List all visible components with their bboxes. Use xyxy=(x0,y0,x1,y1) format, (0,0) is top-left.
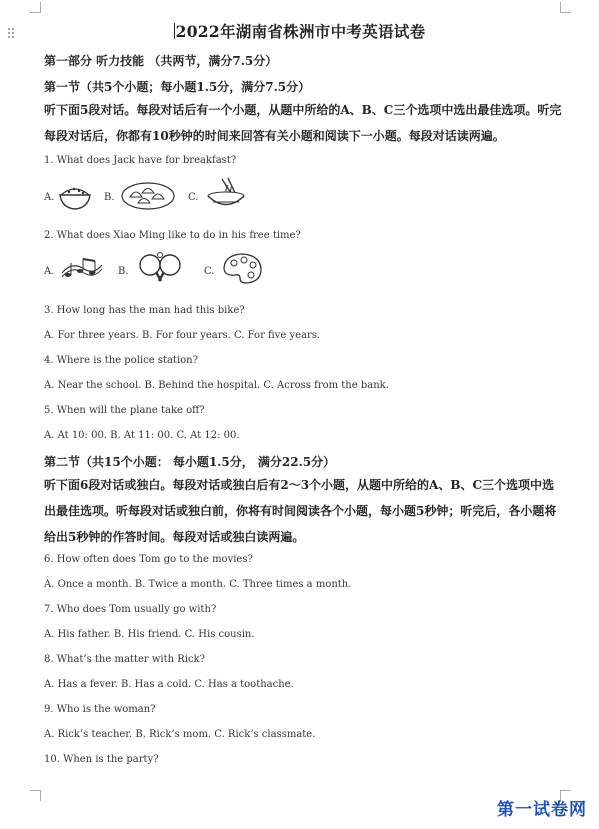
page-title-text: 2022年湖南省株洲市中考英语试卷 xyxy=(175,22,426,41)
text-cursor xyxy=(174,23,175,39)
question-9: 9. Who is the woman? xyxy=(44,704,156,715)
section-one-heading: 第一节（共5个小题；每小题1.5分，满分7.5分） xyxy=(44,80,311,94)
option-c-label: C. xyxy=(204,266,215,277)
question-8: 8. What’s the matter with Rick? xyxy=(44,654,205,665)
question-3-answers: A. For three years. B. For four years. C. For five years. xyxy=(44,330,321,341)
question-5-answers: A. At 10: 00. B. At 11: 00. C. At 12: 00. xyxy=(44,430,240,441)
question-6: 6. How often does Tom go to the movies? xyxy=(44,554,253,565)
question-9-answers: A. Rick’s teacher. B. Rick’s mom. C. Rick’s classmate. xyxy=(44,729,316,740)
noodles-icon xyxy=(204,177,250,213)
question-7-answers: A. His father. B. His friend. C. His cousin. xyxy=(44,629,255,640)
question-4-answers: A. Near the school. B. Behind the hospital. C. Across from the bank. xyxy=(44,380,389,391)
ping-pong-icon xyxy=(136,251,184,287)
dumplings-icon xyxy=(120,181,176,211)
part-one-heading: 第一部分 听力技能 （共两节，满分7.5分） xyxy=(44,54,278,68)
watermark-logo: 第一试卷网 xyxy=(497,800,587,820)
option-b-label: B. xyxy=(104,192,115,203)
option-c-label: C. xyxy=(188,192,199,203)
section-two-heading: 第二节（共15个小题： 每小题1.5分， 满分22.5分） xyxy=(44,455,336,469)
crop-mark-top-right xyxy=(560,2,571,13)
music-notes-icon xyxy=(58,253,106,285)
question-3: 3. How long has the man had this bike? xyxy=(44,305,245,316)
question-8-answers: A. Has a fever. B. Has a cold. C. Has a toothache. xyxy=(44,679,294,690)
question-2-options xyxy=(44,255,344,289)
question-1-options xyxy=(44,181,344,215)
option-a-label: A. xyxy=(44,192,55,203)
question-6-answers: A. Once a month. B. Twice a month. C. Three times a month. xyxy=(44,579,352,590)
crop-mark-bottom-left xyxy=(30,790,41,801)
question-2: 2. What does Xiao Ming like to do in his free time? xyxy=(44,230,301,241)
paint-palette-icon xyxy=(220,251,264,287)
option-b-label: B. xyxy=(118,266,129,277)
question-5: 5. When will the plane take off? xyxy=(44,405,205,416)
page-title xyxy=(0,20,599,42)
crop-mark-top-left xyxy=(30,2,41,13)
section-one-instructions: 听下面5段对话。每段对话后有一个小题，从题中所给的A、B、C三个选项中选出最佳选项。听完每段对话后，你都有10秒钟的时间来回答有关小题和阅读下一小题。每段对话读两遍。 xyxy=(44,103,562,143)
question-4: 4. Where is the police station? xyxy=(44,355,198,366)
question-10: 10. When is the party? xyxy=(44,754,159,765)
rice-bowl-icon xyxy=(58,181,92,211)
section-two-instructions: 听下面6段对话或独白。每段对话或独白后有2～3个小题，从题中所给的A、B、C三个选项中选出最佳选项。听每段对话或独白前，你将有时间阅读各个小题，每小题5秒钟；听完后，各小题将给出5秒钟的作答时间。每段对话或独白读两遍。 xyxy=(44,478,557,544)
option-a-label: A. xyxy=(44,266,55,277)
question-1: 1. What does Jack have for breakfast? xyxy=(44,155,237,166)
question-7: 7. Who does Tom usually go with? xyxy=(44,604,217,615)
